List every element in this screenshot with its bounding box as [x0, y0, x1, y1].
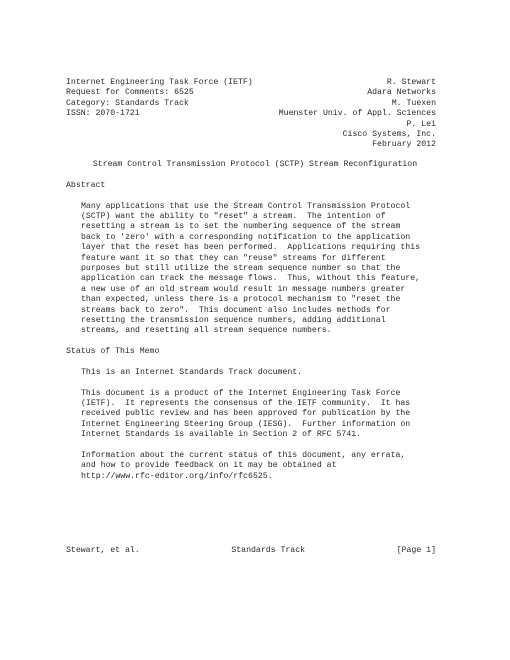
abstract-line: Many applications that use the Stream Control Transmission Protocol	[81, 201, 411, 211]
header-issn: ISSN: 2070-1721	[66, 109, 140, 119]
header-author-stewart: R. Stewart	[386, 78, 436, 87]
document-title: Stream Control Transmission Protocol (SCTP) Stream Reconfiguration	[92, 160, 418, 169]
header-date: February 2012	[372, 140, 436, 150]
abstract-line: than expected, unless there is a protocol mechanism to "reset the	[81, 295, 401, 305]
abstract-heading: Abstract	[66, 181, 106, 190]
status-paragraph-line: http://www.rfc-editor.org/info/rfc6525.	[81, 471, 273, 481]
header-row	[66, 109, 436, 119]
abstract-line: application can track the message flows. Thus, without this feature,	[81, 274, 421, 284]
header-org-muenster: Muenster Univ. of Appl. Sciences	[278, 109, 436, 119]
footer-category: Standards Track	[231, 546, 306, 555]
status-paragraph-line: Internet Standards is available in Section 2 of RFC 5741.	[81, 430, 362, 440]
abstract-line: back to 'zero' with a corresponding notification to the application	[81, 232, 411, 242]
header-category: Category: Standards Track	[66, 98, 189, 108]
footer-authors: Stewart, et al.	[66, 546, 140, 555]
header-author-lei: P. Lei	[406, 119, 436, 129]
page-footer	[66, 546, 436, 556]
abstract-line: streams, and resetting all stream sequence numbers.	[81, 326, 332, 336]
header-ietf: Internet Engineering Task Force (IETF)	[66, 78, 253, 87]
abstract-line: purposes but still utilize the stream sequence number so that the	[81, 264, 401, 273]
abstract-line: a new use of an old stream would result in message numbers greater	[81, 284, 406, 294]
header-author-tuexen: M. Tuexen	[391, 98, 436, 108]
status-paragraph-line: This is an Internet Standards Track document.	[81, 367, 303, 377]
status-paragraph-line: (IETF). It represents the consensus of the IETF community. It has	[81, 399, 411, 408]
abstract-line: resetting a stream is to set the numbering sequence of the stream	[81, 222, 401, 232]
footer-page-number: [Page 1]	[396, 546, 436, 555]
status-paragraph-line: and how to provide feedback on it may be obtained at	[81, 461, 337, 471]
header-row	[66, 99, 436, 109]
header-row	[66, 78, 436, 88]
header-org-adara: Adara Networks	[367, 88, 436, 98]
status-heading: Status of This Memo	[66, 347, 160, 356]
abstract-line: feature want it so that they can "reuse" streams for different	[81, 253, 386, 263]
header-rfc-number: Request for Comments: 6525	[66, 88, 194, 98]
abstract-line: layer that the reset has been performed. Applications requiring this	[81, 243, 421, 253]
status-paragraph-line: Internet Engineering Steering Group (IESG). Further information on	[81, 419, 411, 429]
header-row	[66, 88, 436, 98]
abstract-line: (SCTP) want the ability to "reset" a stream. The intention of	[81, 212, 386, 221]
status-paragraph-line: Information about the current status of this document, any errata,	[81, 451, 406, 460]
abstract-line: resetting the transmission sequence numbers, adding additional	[81, 316, 386, 325]
abstract-line: streams back to zero". This document also includes methods for	[81, 305, 391, 315]
status-paragraph-line: This document is a product of the Internet Engineering Task Force	[81, 388, 401, 398]
header-org-cisco: Cisco Systems, Inc.	[342, 130, 436, 139]
status-paragraph-line: received public review and has been approved for publication by the	[81, 409, 411, 419]
